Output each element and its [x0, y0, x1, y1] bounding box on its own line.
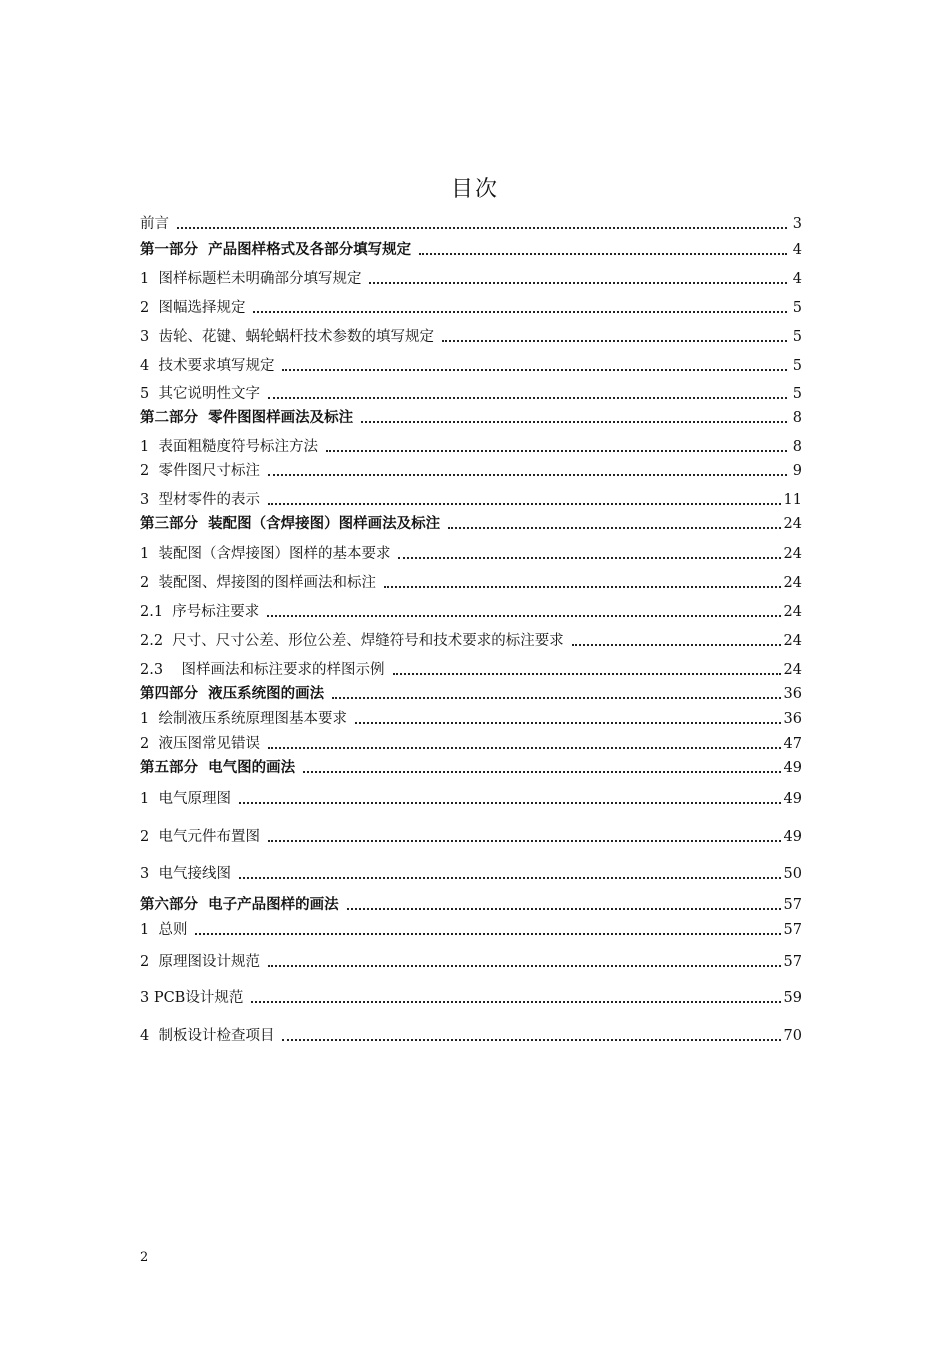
dot-leader	[239, 877, 781, 879]
dot-leader	[347, 908, 781, 910]
toc-entry[interactable]	[140, 437, 802, 457]
toc-entry-label: 3 齿轮、花键、蜗轮蜗杆技术参数的填写规定	[140, 329, 434, 345]
dot-leader	[268, 397, 787, 399]
dot-leader	[355, 722, 781, 724]
toc-entry[interactable]	[140, 1026, 802, 1046]
toc-entry-label: 第三部分 装配图（含焊接图）图样画法及标注	[140, 515, 441, 532]
toc-entry-label: 前言	[140, 216, 169, 232]
toc-entry-label: 2 装配图、焊接图的图样画法和标注	[140, 575, 376, 591]
toc-entry[interactable]	[140, 631, 802, 651]
toc-entry-label: 第五部分 电气图的画法	[140, 759, 296, 776]
dot-leader	[268, 474, 787, 476]
dot-leader	[369, 282, 787, 284]
toc-entry-label: 5 其它说明性文字	[140, 386, 260, 402]
toc-entry[interactable]	[140, 709, 802, 729]
toc-entry[interactable]	[140, 734, 802, 754]
dot-leader	[268, 503, 781, 505]
toc-entry-label: 1 装配图（含焊接图）图样的基本要求	[140, 546, 391, 562]
toc-entry-page: 24	[783, 604, 802, 620]
toc-entry-page: 8	[792, 410, 802, 426]
toc-entry-page: 3	[792, 216, 802, 232]
toc-entry[interactable]	[140, 269, 802, 289]
dot-leader	[398, 557, 780, 559]
toc-entry-page: 49	[783, 791, 802, 807]
toc-entry[interactable]	[140, 461, 802, 481]
toc-entry[interactable]	[140, 356, 802, 376]
toc-entry-page: 24	[783, 516, 802, 532]
toc-entry[interactable]	[140, 952, 802, 972]
toc-entry-label: 2.1 序号标注要求	[140, 604, 260, 620]
dot-leader	[303, 771, 780, 773]
dot-leader	[239, 802, 781, 804]
dot-leader	[393, 673, 781, 675]
toc-entry-label: 1 表面粗糙度符号标注方法	[140, 439, 318, 455]
dot-leader	[195, 933, 780, 935]
toc-part-heading[interactable]	[140, 408, 802, 428]
toc-entry-label: 2 电气元件布置图	[140, 829, 260, 845]
toc-entry[interactable]	[140, 573, 802, 593]
dot-leader	[251, 1001, 780, 1003]
toc-entry-label: 3 型材零件的表示	[140, 492, 260, 508]
toc-entry[interactable]	[140, 988, 802, 1008]
toc-entry[interactable]	[140, 827, 802, 847]
dot-leader	[177, 227, 787, 229]
toc-entry[interactable]	[140, 544, 802, 564]
dot-leader	[332, 697, 780, 699]
dot-leader	[361, 421, 787, 423]
toc-entry-page: 47	[783, 736, 802, 752]
toc-part-heading[interactable]	[140, 240, 802, 260]
dot-leader	[253, 311, 787, 313]
toc-entry-label: 第六部分 电子产品图样的画法	[140, 896, 339, 913]
toc-entry-page: 8	[792, 439, 802, 455]
toc-entry[interactable]	[140, 384, 802, 404]
dot-leader	[282, 1039, 780, 1041]
dot-leader	[572, 644, 781, 646]
toc-entry[interactable]	[140, 602, 802, 622]
toc-entry-page: 5	[792, 300, 802, 316]
dot-leader	[268, 965, 781, 967]
toc-entry-page: 5	[792, 329, 802, 345]
toc-entry-label: 2.2 尺寸、尺寸公差、形位公差、焊缝符号和技术要求的标注要求	[140, 633, 564, 649]
toc-entry-label: 3 电气接线图	[140, 866, 231, 882]
toc-title: 目次	[450, 177, 499, 202]
dot-leader	[326, 450, 787, 452]
toc-entry-page: 24	[783, 575, 802, 591]
toc-entry-label: 2 原理图设计规范	[140, 954, 260, 970]
toc-entry-page: 24	[783, 662, 802, 678]
toc-entry-page: 36	[783, 711, 802, 727]
toc-entry-label: 2.3 图样画法和标注要求的样图示例	[140, 662, 385, 678]
dot-leader	[268, 747, 781, 749]
toc-entry-page: 24	[783, 546, 802, 562]
toc-entry-label: 1 电气原理图	[140, 791, 231, 807]
dot-leader	[268, 840, 781, 842]
toc-entry-page: 57	[783, 954, 802, 970]
toc-entry-page: 49	[783, 829, 802, 845]
toc-part-heading[interactable]	[140, 758, 802, 778]
toc-entry-label: 2 图幅选择规定	[140, 300, 246, 316]
dot-leader	[442, 340, 787, 342]
toc-entry[interactable]	[140, 214, 802, 234]
toc-part-heading[interactable]	[140, 514, 802, 534]
toc-entry-label: 2 零件图尺寸标注	[140, 463, 260, 479]
toc-entry-label: 3 PCB设计规范	[140, 990, 244, 1006]
toc-entry[interactable]	[140, 327, 802, 347]
toc-entry-page: 70	[783, 1028, 802, 1044]
toc-entry-page: 4	[792, 242, 802, 258]
toc-entry[interactable]	[140, 660, 802, 680]
toc-part-heading[interactable]	[140, 684, 802, 704]
dot-leader	[384, 586, 781, 588]
toc-entry-page: 9	[792, 463, 802, 479]
toc-entry-page: 5	[792, 386, 802, 402]
dot-leader	[267, 615, 780, 617]
toc-entry-label: 4 技术要求填写规定	[140, 358, 275, 374]
dot-leader	[448, 527, 780, 529]
toc-entry-label: 1 总则	[140, 922, 188, 938]
toc-entry[interactable]	[140, 864, 802, 884]
toc-entry-label: 2 液压图常见错误	[140, 736, 260, 752]
toc-entry[interactable]	[140, 490, 802, 510]
toc-entry-label: 1 图样标题栏未明确部分填写规定	[140, 271, 362, 287]
page-number: 2	[140, 1250, 149, 1265]
dot-leader	[419, 253, 787, 255]
toc-entry-label: 第四部分 液压系统图的画法	[140, 685, 325, 702]
toc-entry-label: 1 绘制液压系统原理图基本要求	[140, 711, 347, 727]
toc-entry-label: 第一部分 产品图样格式及各部分填写规定	[140, 241, 412, 258]
toc-entry-page: 49	[783, 760, 802, 776]
toc-entry-page: 11	[783, 492, 802, 508]
toc-entry-page: 5	[792, 358, 802, 374]
toc-entry[interactable]	[140, 789, 802, 809]
toc-entry-label: 第二部分 零件图图样画法及标注	[140, 409, 354, 426]
toc-entry-label: 4 制板设计检查项目	[140, 1028, 275, 1044]
toc-entry-page: 24	[783, 633, 802, 649]
toc-part-heading[interactable]	[140, 895, 802, 915]
toc-entry-page: 57	[783, 897, 802, 913]
toc-entry[interactable]	[140, 920, 802, 940]
toc-entry-page: 50	[783, 866, 802, 882]
toc-entry-page: 59	[783, 990, 802, 1006]
dot-leader	[282, 369, 787, 371]
toc-entry-page: 57	[783, 922, 802, 938]
toc-entry[interactable]	[140, 298, 802, 318]
toc-entry-page: 4	[792, 271, 802, 287]
toc-entry-page: 36	[783, 686, 802, 702]
